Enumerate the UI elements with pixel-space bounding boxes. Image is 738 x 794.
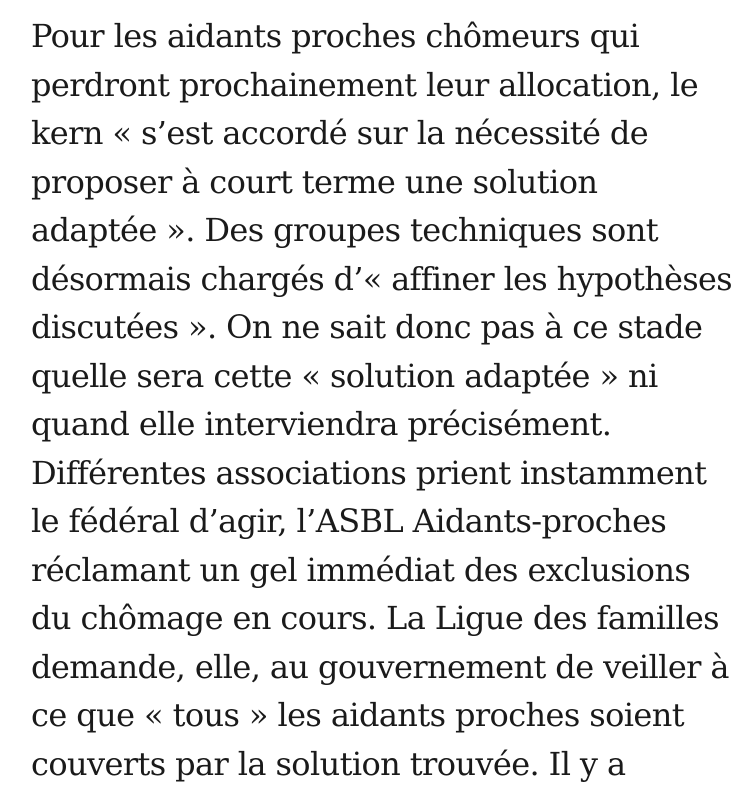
paragraph-line: désormais chargés d’« affiner les hypothèses (31, 259, 732, 298)
paragraph-line: Pour les aidants proches chômeurs qui (31, 17, 640, 55)
paragraph-line: du chômage en cours. La Ligue des familles (31, 599, 719, 637)
paragraph-line: quelle sera cette « solution adaptée » ni (31, 356, 658, 395)
paragraph-line: le fédéral d’agir, l’ASBL Aidants-proches (31, 502, 667, 540)
paragraph-line: discutées ». On ne sait donc pas à ce stade (31, 308, 703, 346)
paragraph-line: quand elle interviendra précisément. (31, 405, 612, 443)
paragraph-line: kern « s’est accordé sur la nécessité de (31, 114, 649, 152)
paragraph-line: couverts par la solution trouvée. Il y a (31, 744, 626, 783)
paragraph-line: proposer à court terme une solution (31, 162, 598, 201)
paragraph-line: réclamant un gel immédiat des exclusions (31, 550, 691, 589)
paragraph-line: ce que « tous » les aidants proches soient (31, 696, 685, 734)
article-paragraph (31, 12, 737, 788)
paragraph-line: demande, elle, au gouvernement de veiller à (31, 647, 729, 686)
paragraph-line: Différentes associations prient instamment (31, 453, 707, 492)
paragraph-line: perdront prochainement leur allocation, le (31, 65, 699, 104)
paragraph-line: adaptée ». Des groupes techniques sont (31, 211, 658, 249)
